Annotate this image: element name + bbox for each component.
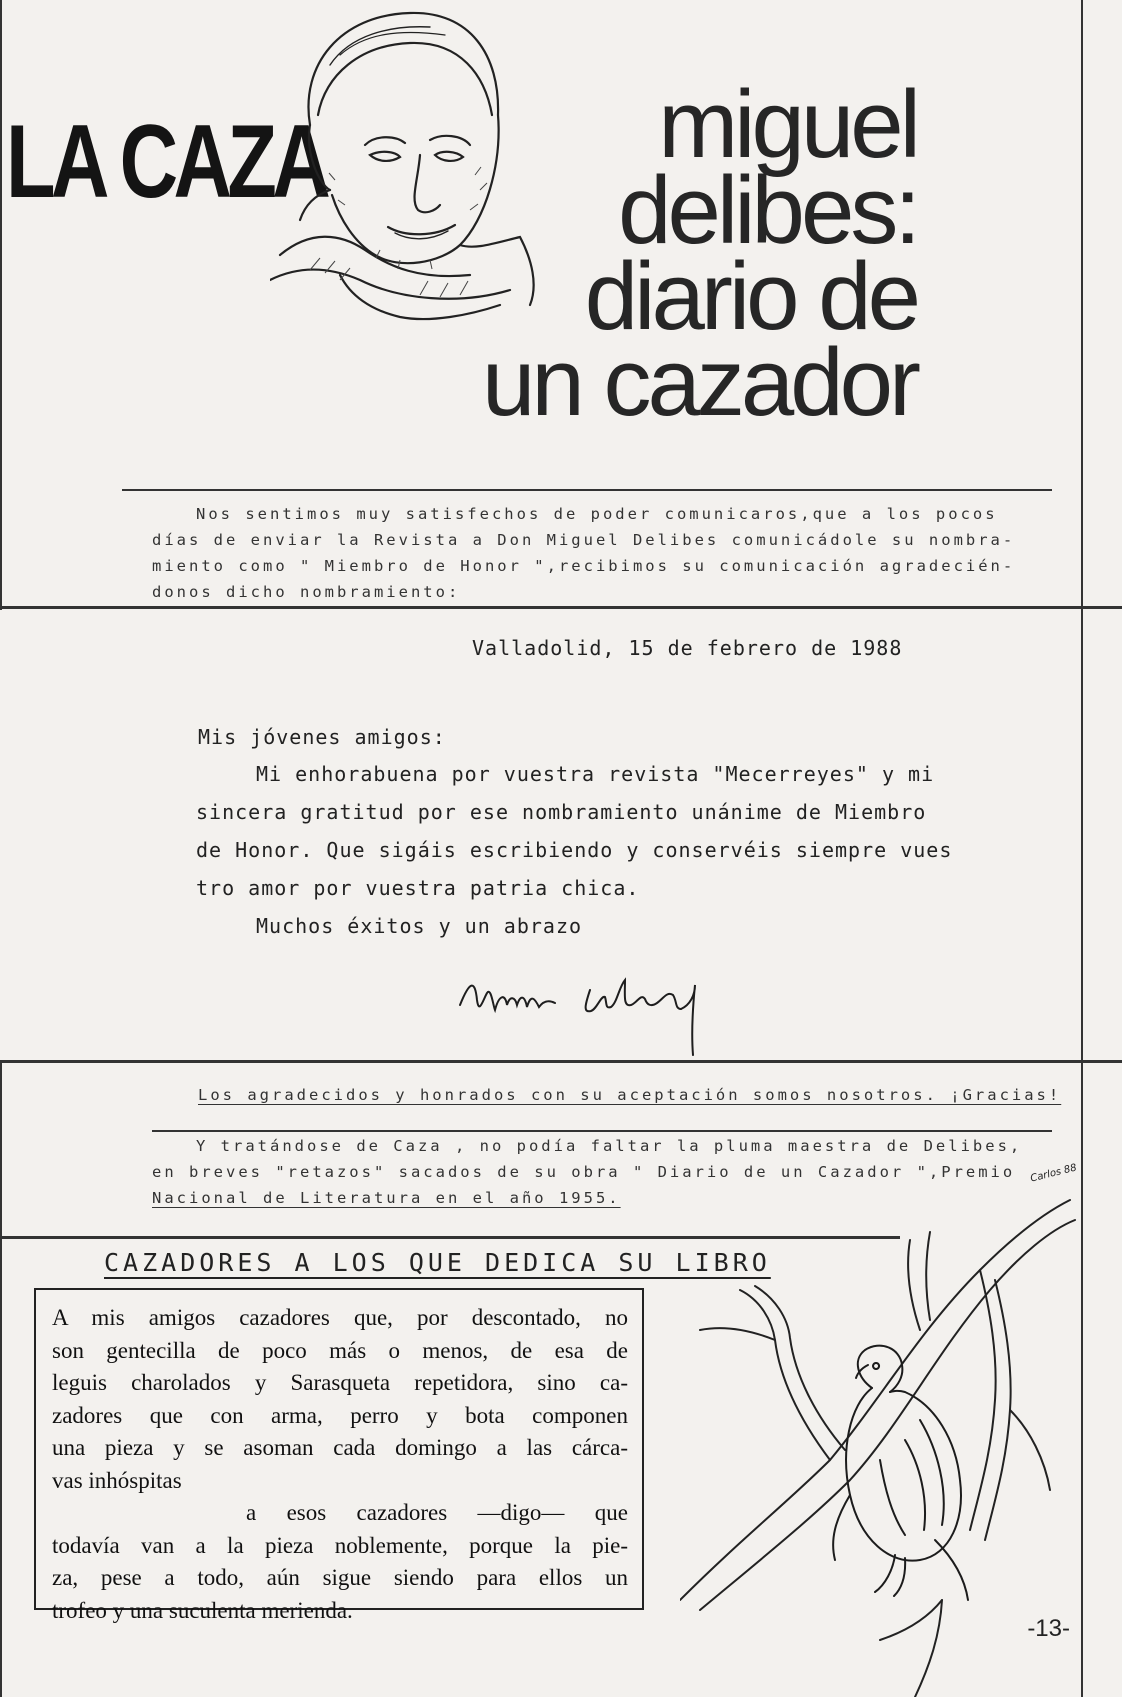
dedication-line: vas inhóspitas — [52, 1467, 182, 1493]
dedication-heading: CAZADORES A LOS QUE DEDICA SU LIBRO — [104, 1248, 771, 1277]
frame-left-border-bottom — [0, 1063, 2, 1697]
intro-line: días de enviar la Revista a Don Miguel Delibes comunicádole su nombra- — [152, 531, 1016, 549]
dedication-text — [36, 1290, 642, 1627]
intro-line: donos dicho nombramiento: — [152, 583, 461, 601]
letter-closing: Muchos éxitos y un abrazo — [256, 914, 583, 938]
dedication-line: leguis charolados y Sarasqueta repetidora, sino ca- — [52, 1370, 628, 1395]
headline-line-4: un cazador — [482, 329, 917, 436]
intro-divider — [0, 606, 1122, 609]
dedication-line: una pieza y se asoman cada domingo a las cárca- — [52, 1435, 628, 1460]
dove-on-branch-illustration — [680, 1160, 1080, 1697]
dedication-line: zadores que con arma, perro y bota componen — [52, 1402, 628, 1428]
thanks-line: Los agradecidos y honrados con su aceptación somos nosotros. ¡Gracias! — [198, 1086, 1062, 1104]
letter-line: Mi enhorabuena por vuestra revista "Mecerreyes" y mi — [256, 762, 935, 786]
letter-body — [196, 755, 952, 945]
headline-line-2: delibes: — [618, 157, 917, 264]
dedication-line: za, pese a todo, aún sigue siendo para ellos un — [52, 1565, 628, 1590]
intro-line: Nos sentimos muy satisfechos de poder comunicaros,que a los pocos — [196, 505, 998, 523]
dedication-line: A mis amigos cazadores que, por descontado, no — [52, 1305, 628, 1330]
letter-divider — [0, 1060, 1122, 1063]
dedication-line: a esos cazadores —digo— que — [246, 1500, 628, 1525]
article-headline — [482, 71, 917, 436]
frame-left-border-top — [0, 0, 2, 610]
intro-line: miento como " Miembro de Honor ",recibimos su comunicación agradecién- — [152, 557, 1016, 575]
retazos-line: Y tratándose de Caza , no podía faltar la pluma maestra de Delibes, — [196, 1137, 1023, 1155]
thanks-divider — [152, 1130, 1052, 1132]
dedication-line: trofeo y una suculenta merienda. — [52, 1597, 353, 1623]
dedication-box — [34, 1288, 644, 1623]
artist-signature: Carlos 88 — [1029, 1162, 1078, 1185]
header-divider — [122, 489, 1052, 491]
letter-line: de Honor. Que sigáis escribiendo y conservéis siempre vues — [196, 838, 953, 862]
page-number: -13- — [1027, 1615, 1070, 1642]
dedication-line: todavía van a la pieza noblemente, porque la pie- — [52, 1532, 628, 1558]
headline-line-3: diario de — [584, 243, 917, 350]
letter-date: Valladolid, 15 de febrero de 1988 — [472, 636, 903, 660]
handwritten-signature — [455, 975, 735, 1065]
letter-greeting: Mis jóvenes amigos: — [198, 725, 446, 749]
letter-line: tro amor por vuestra patria chica. — [196, 876, 640, 900]
frame-right-border — [1081, 0, 1083, 1697]
letter-line: sincera gratitud por ese nombramiento unánime de Miembro — [196, 800, 927, 824]
intro-paragraph — [152, 501, 1015, 605]
dedication-line: son gentecilla de poco más o menos, de esa de — [52, 1337, 628, 1363]
retazos-line: Nacional de Literatura en el año 1955. — [152, 1189, 621, 1207]
headline-line-1: miguel — [658, 71, 917, 178]
section-tag: LA CAZA — [6, 104, 327, 220]
retazos-line: en breves "retazos" sacados de su obra " Diario de un Cazador ",Premio — [152, 1163, 1016, 1181]
